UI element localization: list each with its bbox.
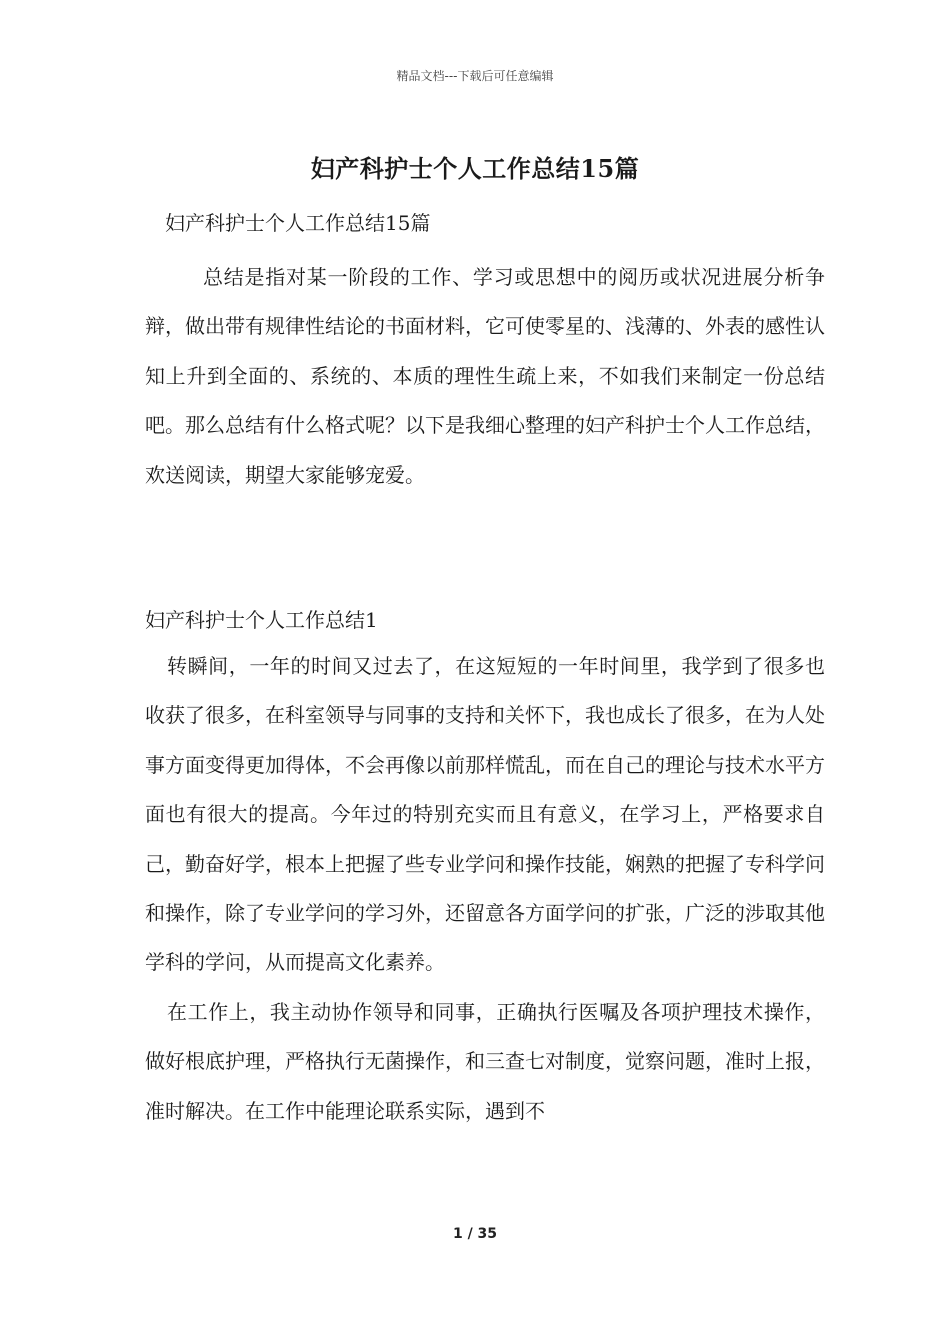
document-title: 妇产科护士个人工作总结15篇 bbox=[310, 154, 640, 183]
page-number: 1 / 35 bbox=[452, 1226, 498, 1242]
body-paragraph: 转瞬间，一年的时间又过去了，在这短短的一年时间里，我学到了很多也收获了很多，在科室领导与同事的支持和关怀下，我也成长了很多，在为人处事方面变得更加得体，不会再像以前那样慌乱，而在自己的理论与技术水平方面也有很大的提高。今年过的特别充实而且有意义，在学习上，严格要求自己，勤奋好学，根本上把握了些专业学问和操作技能，娴熟的把握了专科学问和操作，除了专业学问的学习外，还留意各方面学问的扩张，广泛的涉取其他学科的学问，从而提高文化素养。 bbox=[145, 654, 825, 975]
section-heading: 妇产科护士个人工作总结1 bbox=[145, 608, 378, 632]
body-paragraph: 在工作上，我主动协作领导和同事，正确执行医嘱及各项护理技术操作，做好根底护理，严格执行无菌操作，和三查七对制度，觉察问题，准时上报，准时解决。在工作中能理论联系实际，遇到不 bbox=[145, 999, 825, 1123]
intro-paragraph: 总结是指对某一阶段的工作、学习或思想中的阅历或状况进展分析争辩，做出带有规律性结论的书面材料，它可使零星的、浅薄的、外表的感性认知上升到全面的、系统的、本质的理性生疏上来，不如我们来制定一份总结吧。那么总结有什么格式呢？以下是我细心整理的妇产科护士个人工作总结，欢送阅读，期望大家能够宠爱。 bbox=[145, 265, 825, 487]
document-subtitle: 妇产科护士个人工作总结15篇 bbox=[165, 211, 431, 235]
header-note: 精品文档---下载后可任意编辑 bbox=[396, 69, 554, 83]
body-text bbox=[145, 642, 825, 1136]
